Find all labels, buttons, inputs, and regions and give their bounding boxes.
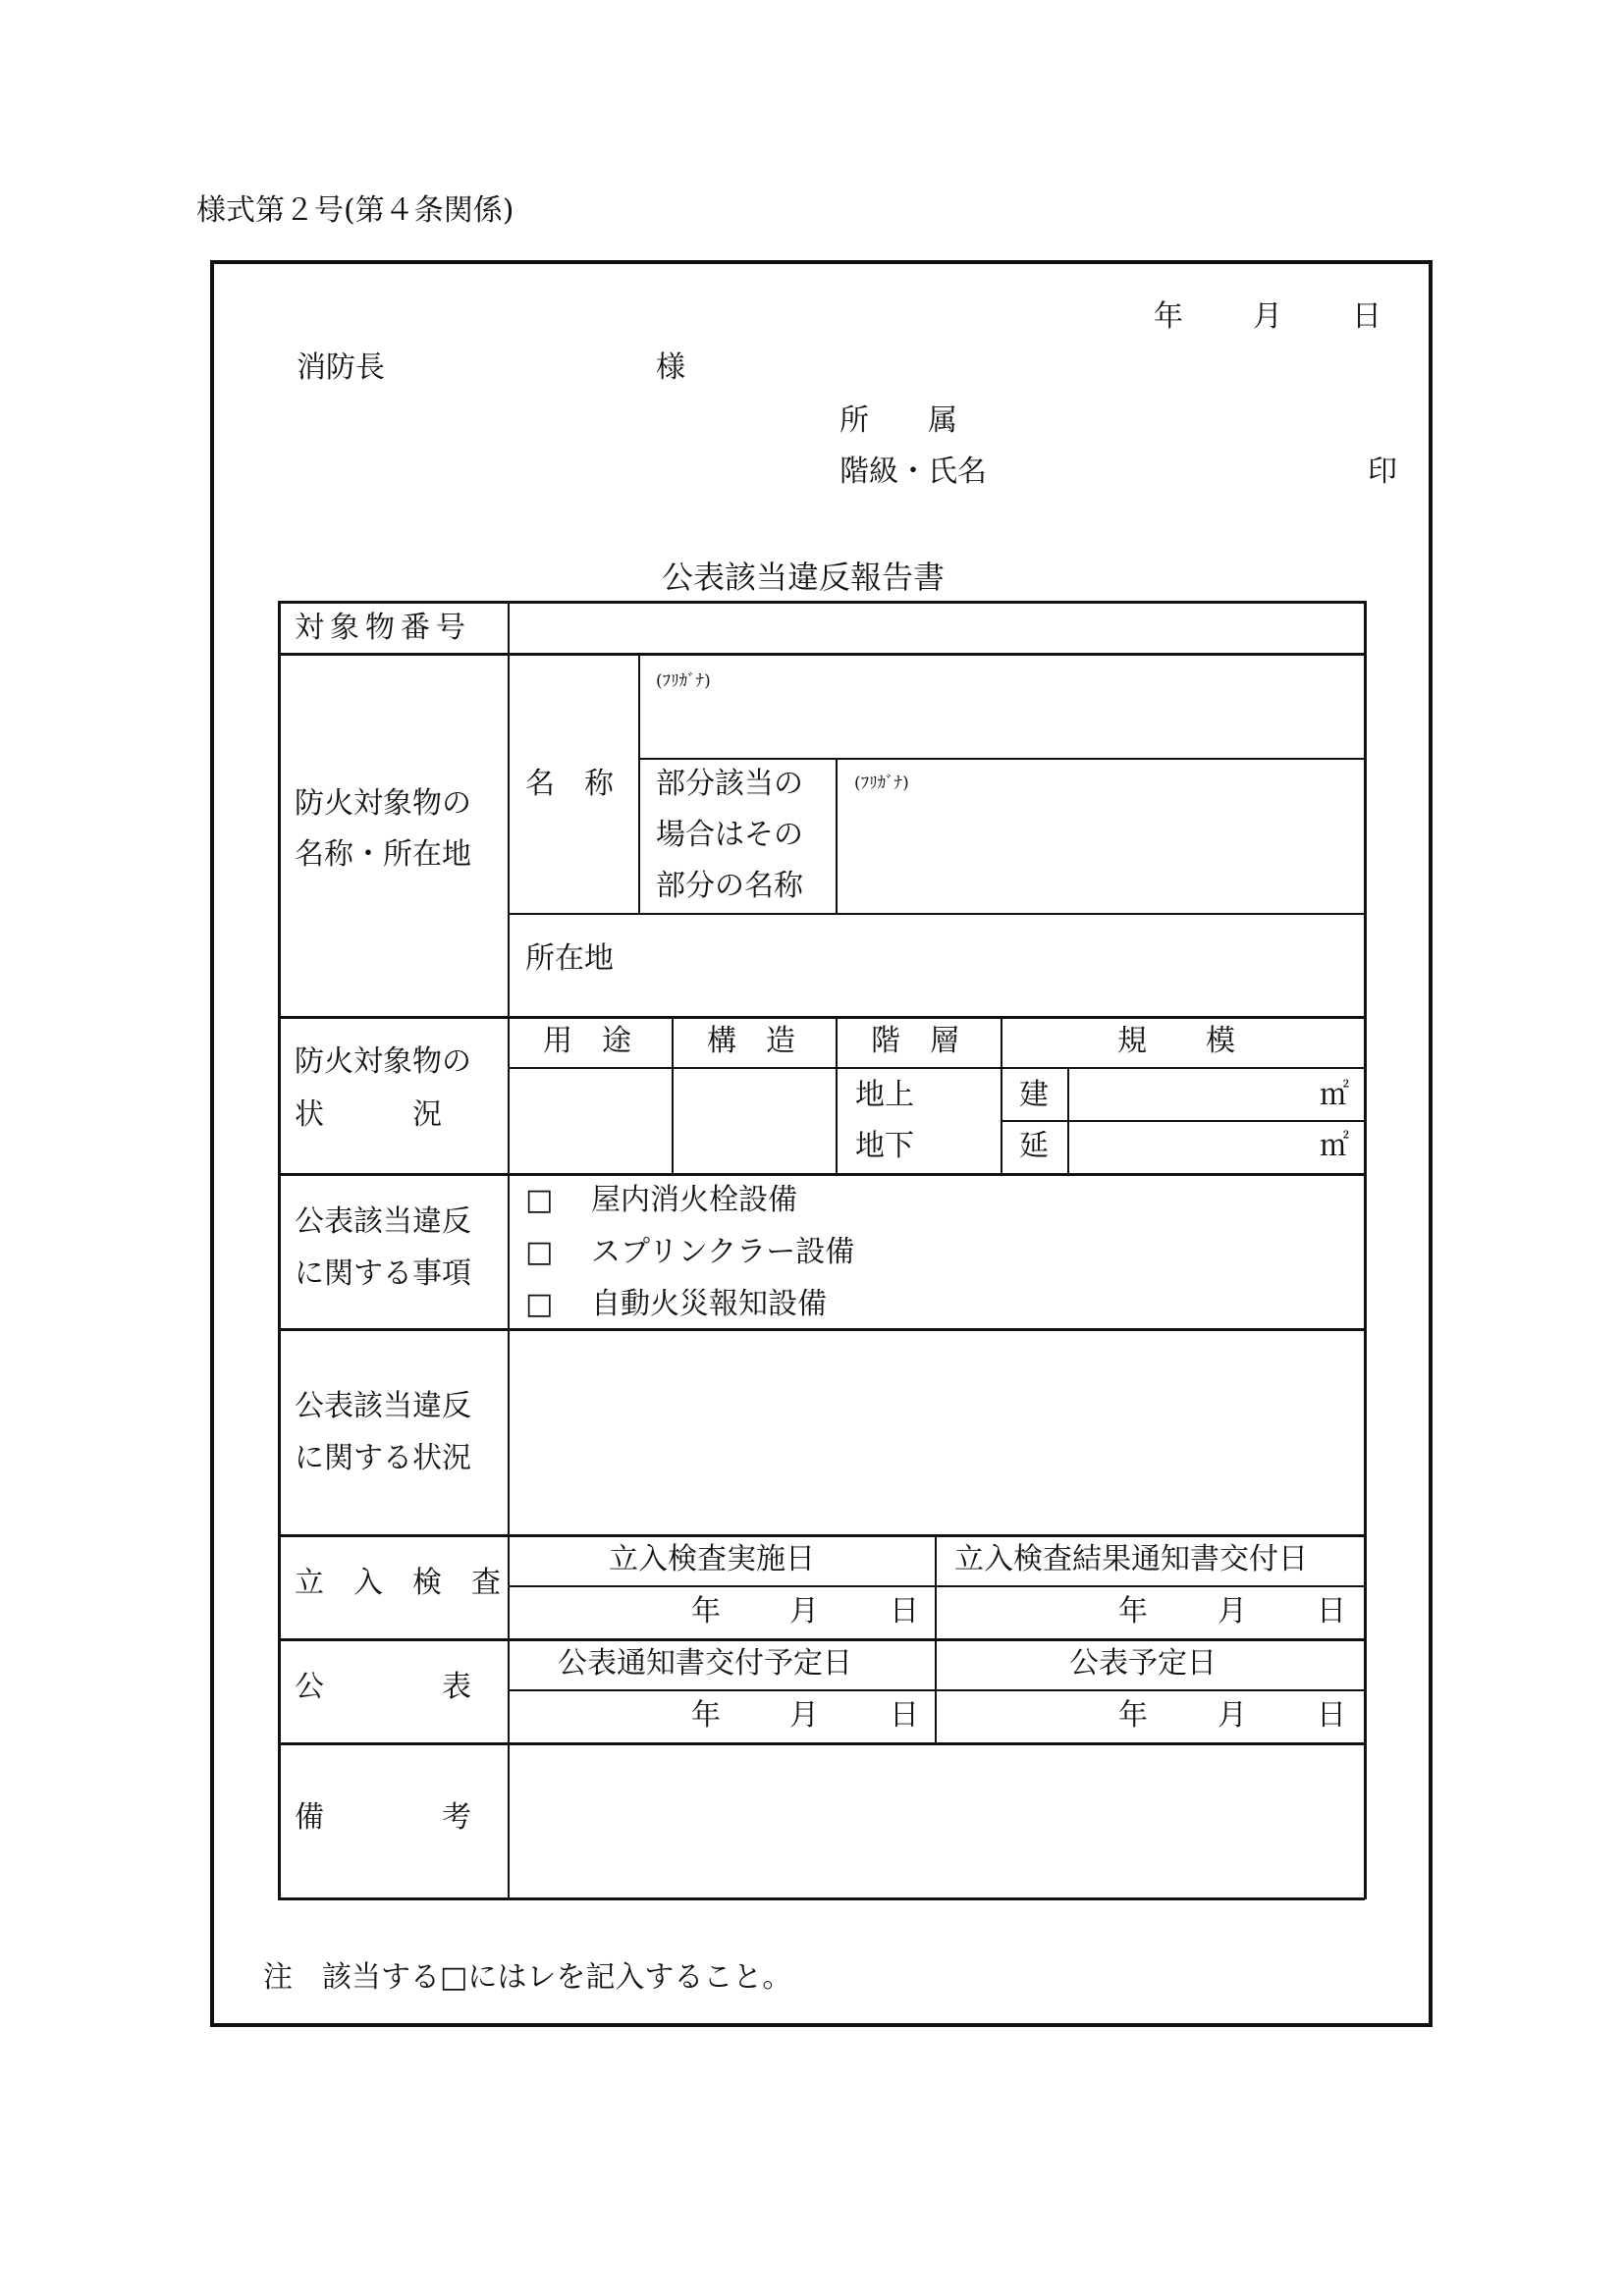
inspection-date-header: 立入検査実施日 bbox=[609, 1542, 815, 1576]
partial-label-line3: 部分の名称 bbox=[656, 869, 803, 903]
publication-month: 月 bbox=[1218, 1698, 1247, 1733]
date-month-label: 月 bbox=[1253, 299, 1282, 334]
sprinkler-label: スプリンクラー設備 bbox=[591, 1235, 855, 1269]
inspection-month: 月 bbox=[789, 1594, 819, 1629]
partial-label-line2: 場合はその bbox=[656, 818, 803, 852]
inspection-label: 立 入 検 査 bbox=[295, 1566, 501, 1600]
rank-name-label: 階級・氏名 bbox=[839, 454, 987, 489]
date-year-label: 年 bbox=[1154, 299, 1183, 334]
above-ground-label: 地上 bbox=[855, 1078, 914, 1112]
scale-header: 規 模 bbox=[1117, 1024, 1235, 1058]
name-label: 名 称 bbox=[525, 767, 614, 801]
floors-header: 階 層 bbox=[871, 1024, 959, 1058]
checkbox-indoor-hydrant[interactable]: □ bbox=[525, 1183, 554, 1217]
notice-month: 月 bbox=[1218, 1594, 1247, 1629]
fire-alarm-label: 自動火災報知設備 bbox=[591, 1287, 827, 1321]
date-day-label: 日 bbox=[1352, 299, 1381, 334]
building-area-label: 建 bbox=[1019, 1078, 1049, 1112]
inspection-year: 年 bbox=[691, 1594, 721, 1629]
publication-notice-date-header: 公表通知書交付予定日 bbox=[558, 1646, 852, 1681]
publication-year: 年 bbox=[1118, 1698, 1148, 1733]
violation-status-label-line2: に関する状況 bbox=[295, 1441, 471, 1475]
checkbox-fire-alarm[interactable]: □ bbox=[525, 1287, 554, 1321]
document-title: 公表該当違反報告書 bbox=[662, 559, 946, 596]
honorific: 様 bbox=[656, 350, 685, 385]
publication-day: 日 bbox=[1317, 1698, 1346, 1733]
total-area-unit: ㎡ bbox=[1320, 1129, 1349, 1163]
checkbox-sprinkler[interactable]: □ bbox=[525, 1235, 554, 1269]
addressee: 消防長 bbox=[297, 350, 385, 385]
below-ground-label: 地下 bbox=[855, 1129, 914, 1163]
furigana-name: (ﾌﾘｶﾞﾅ) bbox=[656, 671, 711, 691]
violation-items-label-line2: に関する事項 bbox=[295, 1256, 471, 1291]
target-number-label: 対象物番号 bbox=[295, 611, 471, 645]
status-label-line1: 防火対象物の bbox=[295, 1044, 471, 1079]
violation-items-label-line1: 公表該当違反 bbox=[295, 1204, 471, 1239]
footnote: 注 該当する□にはレを記入すること。 bbox=[263, 1960, 792, 1995]
violation-status-label-line1: 公表該当違反 bbox=[295, 1389, 471, 1423]
publication-notice-year: 年 bbox=[691, 1698, 721, 1733]
use-header: 用 途 bbox=[543, 1024, 631, 1058]
inspection-day: 日 bbox=[890, 1594, 919, 1629]
seal-mark: 印 bbox=[1368, 454, 1397, 489]
notice-day: 日 bbox=[1317, 1594, 1346, 1629]
furigana-partial: (ﾌﾘｶﾞﾅ) bbox=[854, 774, 909, 793]
name-address-label-line2: 名称・所在地 bbox=[295, 837, 471, 872]
structure-header: 構 造 bbox=[707, 1024, 795, 1058]
indoor-hydrant-label: 屋内消火栓設備 bbox=[591, 1183, 797, 1217]
publication-date-header: 公表予定日 bbox=[1069, 1646, 1217, 1681]
remarks-label: 備 考 bbox=[295, 1800, 471, 1835]
notice-date-header: 立入検査結果通知書交付日 bbox=[954, 1542, 1308, 1576]
publication-notice-month: 月 bbox=[789, 1698, 819, 1733]
form-frame bbox=[210, 260, 1433, 2027]
publication-label: 公 表 bbox=[295, 1670, 471, 1704]
total-area-label: 延 bbox=[1019, 1129, 1049, 1163]
notice-year: 年 bbox=[1118, 1594, 1148, 1629]
status-label-line2: 状 況 bbox=[295, 1097, 442, 1132]
affiliation-label: 所 属 bbox=[839, 403, 957, 438]
partial-label-line1: 部分該当の bbox=[656, 767, 803, 801]
publication-notice-day: 日 bbox=[890, 1698, 919, 1733]
building-area-unit: ㎡ bbox=[1320, 1078, 1349, 1112]
name-address-label-line1: 防火対象物の bbox=[295, 786, 471, 821]
form-label: 様式第２号(第４条関係) bbox=[196, 193, 514, 228]
address-label: 所在地 bbox=[525, 941, 614, 976]
